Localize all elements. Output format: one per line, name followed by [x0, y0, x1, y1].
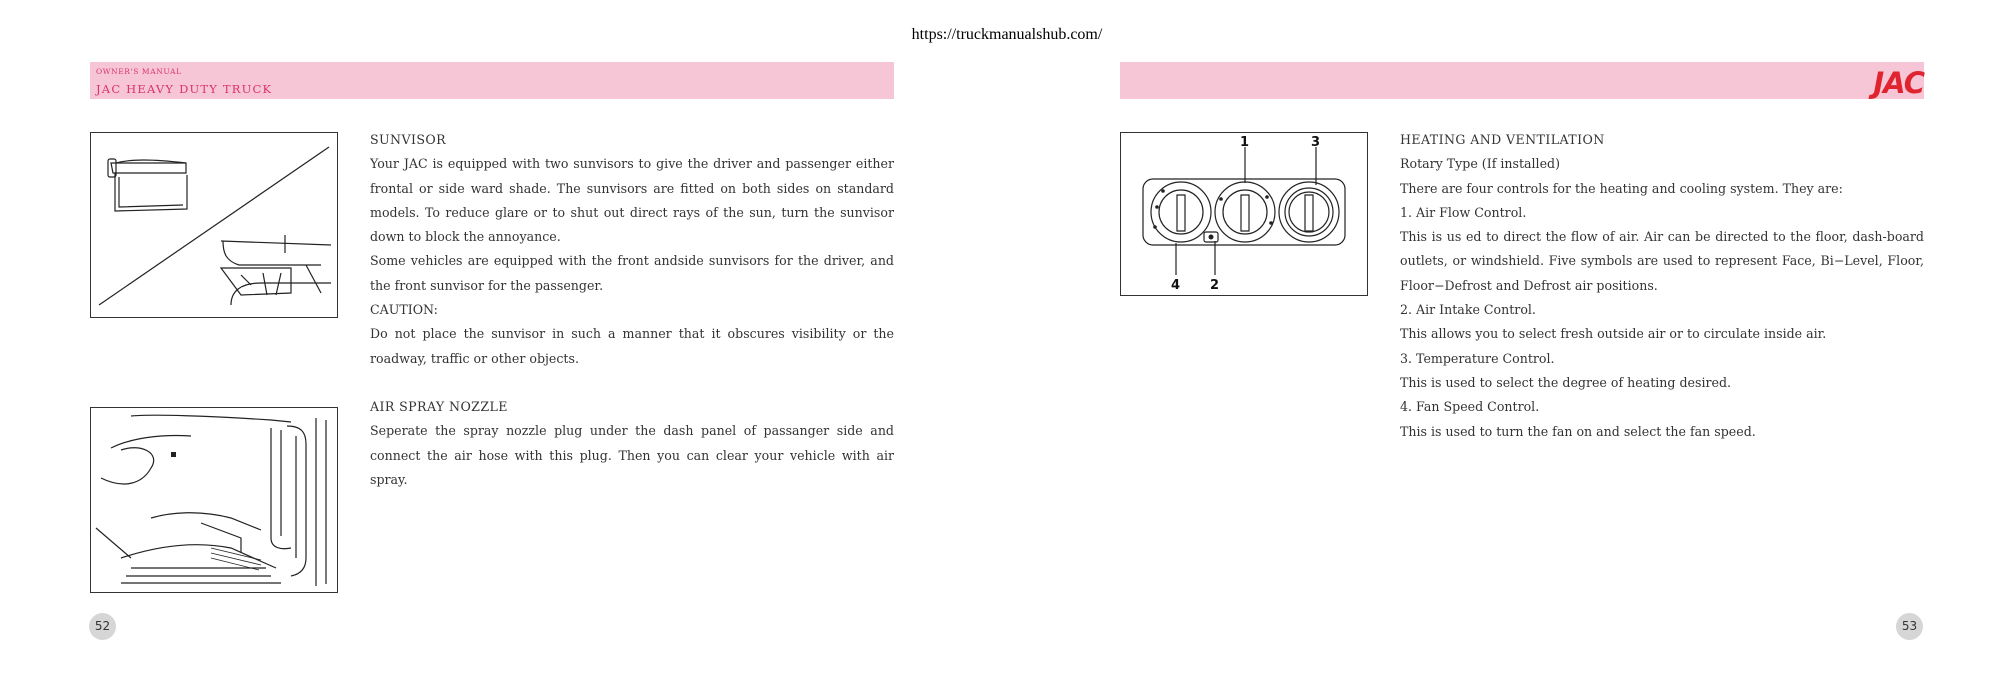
heating-line: There are four controls for the heating and cooling system. They are:: [1400, 180, 1843, 196]
heating-line: This is used to select the degree of heating desired.: [1400, 374, 1732, 390]
heating-line: This allows you to select fresh outside air or to circulate inside air.: [1400, 326, 1827, 342]
air-spray-nozzle-section: [370, 395, 894, 492]
heating-title: HEATING AND VENTILATION: [1400, 132, 1605, 147]
nozzle-title: AIR SPRAY NOZZLE: [370, 399, 508, 414]
heating-line: Rotary Type (If installed): [1400, 156, 1561, 172]
diagram-label-3: 3: [1311, 135, 1321, 150]
source-url[interactable]: https://truckmanualshub.com/: [911, 26, 1103, 43]
heater-controls-drawing: [1121, 133, 1367, 295]
heating-line: 4. Fan Speed Control.: [1400, 399, 1540, 415]
sunvisor-illustration: [90, 132, 338, 318]
heating-ventilation-section: [1400, 128, 1924, 444]
diagram-label-2: 2: [1210, 278, 1220, 293]
heater-controls-diagram: [1120, 132, 1368, 296]
diagram-label-4: 4: [1171, 278, 1181, 293]
owners-manual-label: OWNER'S MANUAL: [96, 67, 182, 76]
air-spray-nozzle-illustration: [90, 407, 338, 593]
sunvisor-paragraph-2: Some vehicles are equipped with the front andside sunvisors for the driver, and the front sunvisor for the passenger.: [370, 253, 894, 293]
manual-title: JAC HEAVY DUTY TRUCK: [96, 82, 273, 96]
sunvisor-paragraph-1: Your JAC is equipped with two sunvisors to give the driver and passenger either frontal or side ward shade. The sunvisors are fitted on both sides on standard models. To reduce glare or to shut out direct rays of the sun, turn the sunvisor down to block the annoyance.: [370, 156, 894, 245]
heating-line: This is used to turn the fan on and select the fan speed.: [1400, 423, 1756, 439]
heating-line: This is us ed to direct the flow of air. Air can be directed to the floor, dash-board outlets, or windshield. Five symbols are used to represent Face, Bi−Level, Floor, Floor−Defrost and Defrost air positions.: [1400, 229, 1924, 293]
page-number-right: 53: [1896, 613, 1923, 640]
sunvisor-title: SUNVISOR: [370, 132, 446, 147]
heating-line: 1. Air Flow Control.: [1400, 204, 1527, 220]
heating-line: 2. Air Intake Control.: [1400, 302, 1536, 318]
sunvisor-section: [370, 128, 894, 371]
jac-logo: JAC: [1873, 66, 1924, 100]
page-number-left: 52: [89, 613, 116, 640]
caution-text: Do not place the sunvisor in such a manner that it obscures visibility or the roadway, traffic or other objects.: [370, 326, 894, 366]
sunvisor-drawing: [91, 133, 337, 317]
diagram-label-1: 1: [1240, 135, 1250, 150]
right-header-band: [1120, 62, 1924, 99]
nozzle-paragraph: Seperate the spray nozzle plug under the dash panel of passanger side and connect the air hose with this plug. Then you can clear your vehicle with air spray.: [370, 423, 894, 487]
caution-label: CAUTION:: [370, 302, 438, 318]
left-header-band: [90, 62, 894, 99]
nozzle-drawing: [91, 408, 337, 592]
heating-line: 3. Temperature Control.: [1400, 350, 1555, 366]
